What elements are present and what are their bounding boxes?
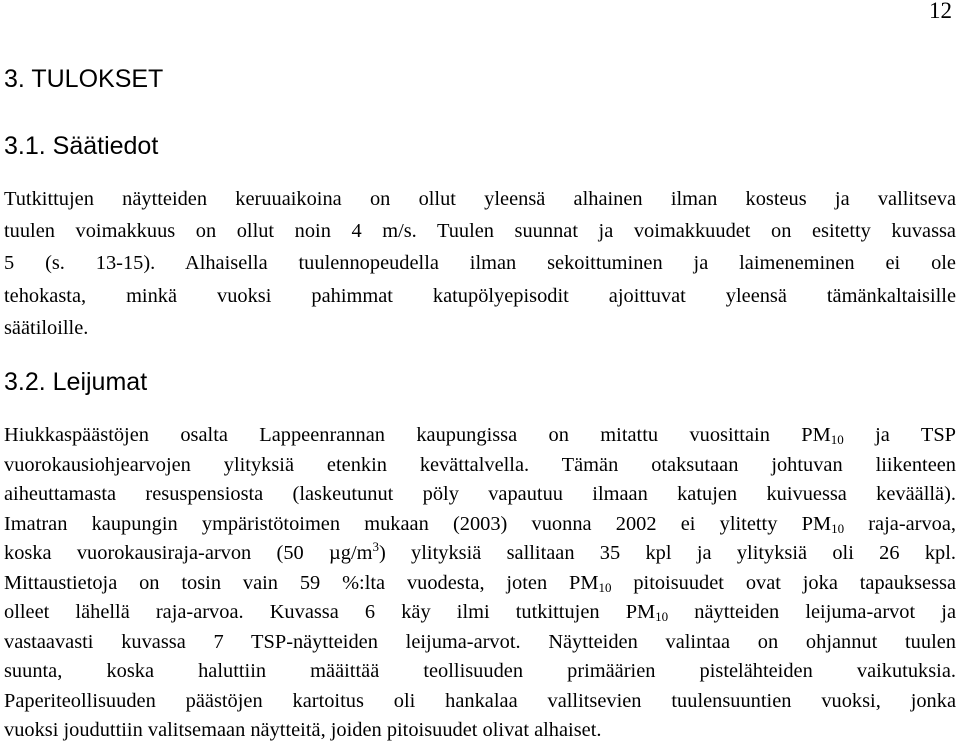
text-segment: Imatran kaupungin ympäristötoimen mukaan (2003) vuonna 2002 ei ylitetty PM: [4, 512, 832, 535]
text-line: [4, 510, 956, 540]
text-line: Tutkittujen näytteiden keruuaikoina on ollut yleensä alhainen ilman kosteus ja vallitseva: [4, 188, 956, 210]
text-line: suunta, koska haluttiin määittää teollisuuden primäärien pistelähteiden vaikutuksia.: [4, 660, 956, 682]
text-line: vuoksi jouduttiin valitsemaan näytteitä, joiden pitoisuudet olivat alhaiset.: [4, 719, 602, 741]
text-line: 5 (s. 13-15). Alhaisella tuulennopeudella ilman sekoittuminen ja laimeneminen ei ole: [4, 252, 956, 275]
text-line: vastaavasti kuvassa 7 TSP-näytteiden leijuma-arvot. Näytteiden valintaa on ohjannut tuulen: [4, 630, 956, 653]
text-segment: ja TSP: [843, 424, 956, 446]
text-line: säätiloille.: [4, 316, 89, 339]
section-heading-weather: 3.1. Säätiedot: [4, 132, 159, 160]
text-segment: koska vuorokausiraja-arvon (50 µg/m: [4, 542, 373, 564]
text-line: vuorokausiohjearvojen ylityksiä etenkin kevättalvella. Tämän otaksutaan johtuvan liikenteen: [4, 453, 956, 476]
text-segment: ) ylityksiä sallitaan 35 kpl ja ylityksiä oli 26 kpl.: [378, 542, 957, 564]
text-segment: Hiukkaspäästöjen osalta Lappeenrannan kaupungissa on mitattu vuosittain PM: [4, 424, 831, 446]
chapter-heading: 3. TULOKSET: [4, 65, 164, 93]
text-segment: näytteiden leijuma-arvot ja: [668, 601, 957, 623]
text-line: aiheuttamasta resuspensiosta (laskeutunut pöly vapautuu ilmaan katujen kuivuessa keväällä).: [4, 483, 956, 505]
text-line: tehokasta, minkä vuoksi pahimmat katupölyepisodit ajoittuvat yleensä tämänkaltaisille: [4, 284, 956, 307]
subscript: 10: [830, 432, 844, 447]
text-line: Paperiteollisuuden päästöjen kartoitus oli hankalaa vallitsevien tuulensuuntien vuoksi, jonka: [4, 689, 956, 712]
text-line: [4, 569, 956, 599]
subscript: 10: [655, 609, 669, 624]
text-line: tuulen voimakkuus on ollut noin 4 m/s. Tuulen suunnat ja voimakkuudet on esitetty kuvassa: [4, 220, 956, 243]
weather-paragraph: [4, 183, 956, 344]
text-segment: Mittaustietoja on tosin vain 59 %:lta vuodesta, joten PM: [4, 571, 599, 594]
text-segment: pitoisuudet ovat joka tapauksessa: [611, 571, 956, 594]
page-number: 12: [929, 0, 952, 23]
subscript: 10: [598, 579, 612, 595]
text-line: [4, 421, 956, 451]
particles-paragraph: [4, 421, 956, 746]
superscript: 3: [372, 539, 379, 554]
text-line: [4, 598, 956, 628]
text-line: [4, 539, 956, 569]
subscript: 10: [831, 520, 845, 536]
section-heading-particles: 3.2. Leijumat: [4, 368, 148, 396]
text-segment: raja-arvoa,: [844, 512, 956, 535]
text-segment: olleet lähellä raja-arvoa. Kuvassa 6 käy ilmi tutkittujen PM: [4, 601, 656, 623]
